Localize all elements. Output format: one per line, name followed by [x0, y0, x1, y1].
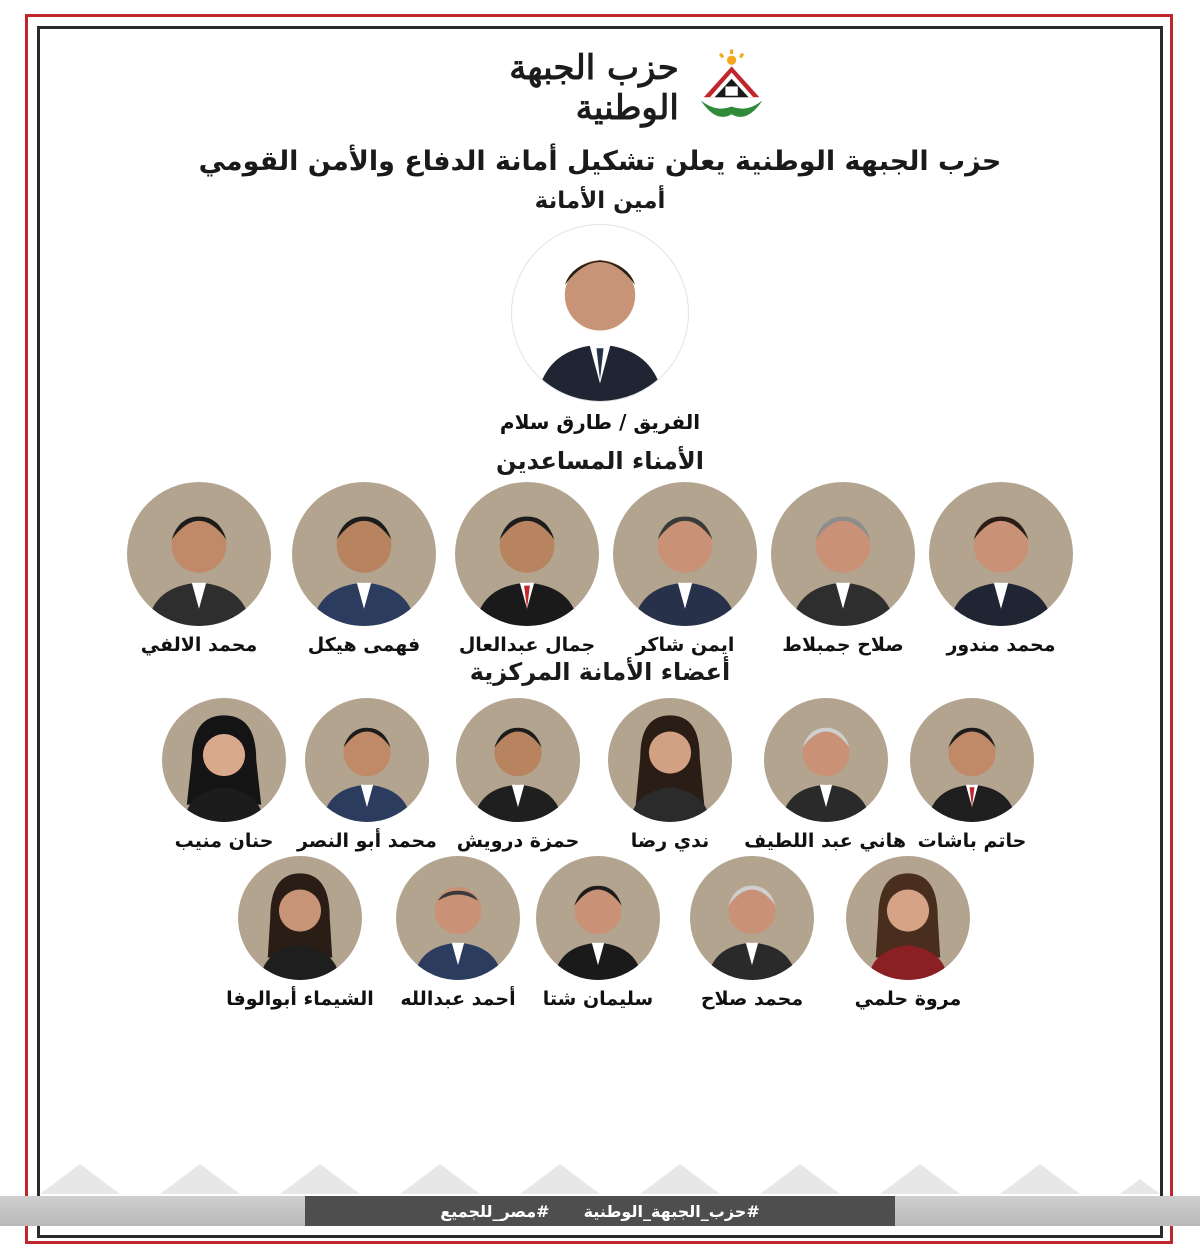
member-card [600, 698, 740, 852]
portrait-icon [608, 698, 732, 822]
portrait-icon [162, 698, 286, 822]
portrait-icon [127, 482, 271, 626]
assistant-name: محمد مندور [946, 634, 1056, 656]
avatar [511, 224, 689, 402]
member-card [220, 856, 380, 1010]
party-emblem-icon [693, 42, 770, 134]
avatar [929, 482, 1073, 626]
logo-text: حزب الجبهة الوطنية [509, 47, 679, 128]
member-card [448, 698, 588, 852]
portrait-icon [292, 482, 436, 626]
hashtag-egypt[interactable]: #مصر_للجميع [440, 1201, 550, 1221]
avatar [396, 856, 520, 980]
avatar [846, 856, 970, 980]
footer-hashtags [305, 1196, 895, 1226]
member-card [528, 856, 668, 1010]
portrait-icon [456, 698, 580, 822]
member-card [388, 856, 528, 1010]
assistant-card [605, 482, 765, 656]
members-heading: أعضاء الأمانة المركزية [469, 658, 731, 686]
portrait-icon [690, 856, 814, 980]
portrait-icon [764, 698, 888, 822]
assistant-name: صلاح جمبلاط [782, 634, 904, 656]
assistant-card [447, 482, 607, 656]
avatar [238, 856, 362, 980]
portrait-icon [929, 482, 1073, 626]
portrait-icon [305, 698, 429, 822]
party-logo [440, 40, 770, 135]
hashtag-party[interactable]: #حزب_الجبهة_الوطنية [583, 1201, 760, 1221]
page-title: حزب الجبهة الوطنية يعلن تشكيل أمانة الدفاع والأمن القومي [198, 146, 1002, 177]
portrait-icon [910, 698, 1034, 822]
avatar [910, 698, 1034, 822]
avatar [162, 698, 286, 822]
avatar [456, 698, 580, 822]
member-name: سليمان شتا [542, 988, 654, 1010]
assistant-card [921, 482, 1081, 656]
member-name: أحمد عبدالله [400, 988, 516, 1010]
member-card [682, 856, 822, 1010]
decorative-pattern [40, 1164, 1160, 1194]
portrait-icon [455, 482, 599, 626]
member-name: محمد أبو النصر [297, 830, 437, 852]
avatar [292, 482, 436, 626]
member-name: حاتم باشات [917, 830, 1027, 852]
portrait-icon [771, 482, 915, 626]
portrait-icon [613, 482, 757, 626]
portrait-icon [846, 856, 970, 980]
assistant-card [284, 482, 444, 656]
member-card [746, 698, 906, 852]
member-name: حمزة درويش [456, 830, 580, 852]
member-card [838, 856, 978, 1010]
assistant-card [763, 482, 923, 656]
member-name: ندي رضا [630, 830, 710, 852]
avatar [305, 698, 429, 822]
leader-name: الفريق / طارق سلام [499, 410, 701, 434]
leader-card [490, 224, 710, 434]
avatar [771, 482, 915, 626]
member-card [297, 698, 437, 852]
assistants-heading: الأمناء المساعدين [495, 447, 705, 475]
avatar [690, 856, 814, 980]
portrait-icon [536, 856, 660, 980]
assistant-card [119, 482, 279, 656]
member-name: مروة حلمي [854, 988, 962, 1010]
assistant-name: فهمى هيكل [307, 634, 421, 656]
member-name: محمد صلاح [700, 988, 804, 1010]
avatar [536, 856, 660, 980]
portrait-icon [396, 856, 520, 980]
portrait-icon [238, 856, 362, 980]
leader-heading: أمين الأمانة [534, 188, 666, 214]
avatar [455, 482, 599, 626]
avatar [127, 482, 271, 626]
avatar [764, 698, 888, 822]
assistant-name: ايمن شاكر [635, 634, 735, 656]
avatar [608, 698, 732, 822]
member-card [902, 698, 1042, 852]
member-card [154, 698, 294, 852]
portrait-icon [512, 225, 688, 401]
member-name: حنان منيب [174, 830, 274, 852]
member-name: هاني عبد اللطيف [744, 830, 906, 852]
avatar [613, 482, 757, 626]
member-name: الشيماء أبوالوفا [226, 988, 374, 1010]
assistant-name: محمد الالفي [140, 634, 258, 656]
assistant-name: جمال عبدالعال [458, 634, 596, 656]
